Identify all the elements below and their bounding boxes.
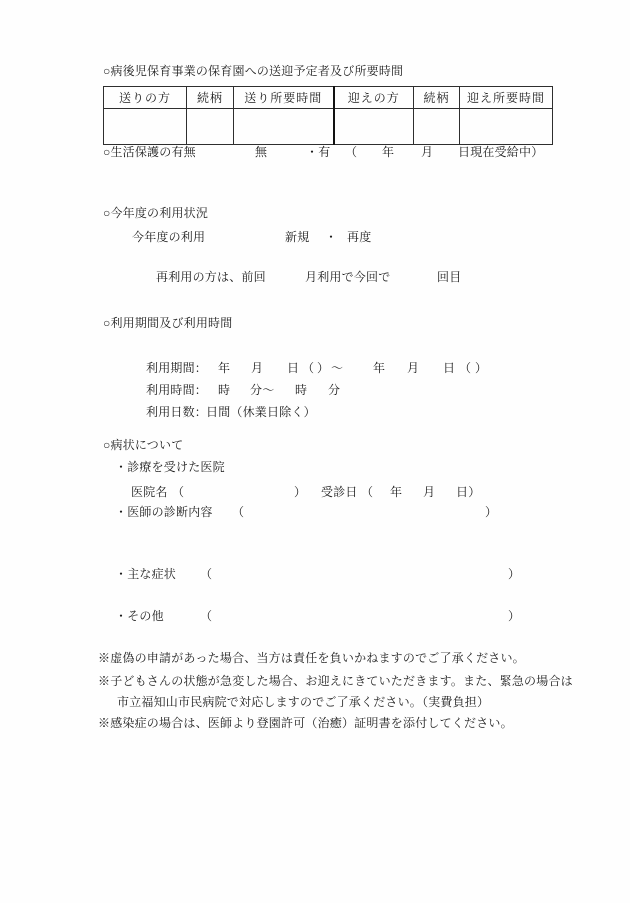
visit-paren-open: （	[361, 485, 374, 499]
cell-relation-pick	[414, 109, 460, 145]
clinic-name-paren-close: ）	[294, 485, 307, 499]
transport-table-entry-row	[104, 109, 553, 145]
range-day-2: 日	[443, 361, 456, 375]
header-picker: 迎えの方	[334, 87, 414, 109]
welfare-month-label: 月	[421, 145, 434, 159]
cell-send-time	[234, 109, 334, 145]
visit-year-label: 年	[390, 485, 403, 499]
welfare-option-none: 無	[255, 145, 268, 159]
cell-sender	[104, 109, 187, 145]
visit-date-label: 受診日	[321, 485, 358, 499]
cell-pick-time	[460, 109, 553, 145]
range-paren-close-1: ）	[317, 361, 330, 375]
usage-option-repeat: 再度	[347, 230, 372, 244]
clinic-name-paren-open: （	[172, 485, 185, 499]
usage-reuse-mid: 月利用で今回で	[305, 270, 391, 284]
range-month-2: 月	[407, 361, 420, 375]
time-minute-tilde: 分～	[250, 383, 275, 397]
range-year-2: 年	[373, 361, 386, 375]
range-year-1: 年	[218, 361, 231, 375]
header-send-time: 送り所要時間	[234, 87, 334, 109]
symptoms-label: ・主な症状	[115, 567, 177, 581]
range-paren-open-1: （	[302, 361, 315, 375]
period-time-label: 利用時間：	[146, 383, 208, 397]
diagnosis-paren-close: ）	[485, 505, 498, 519]
range-paren-close-2: ）	[475, 361, 488, 375]
other-paren-open: （	[200, 609, 213, 623]
time-hour-2: 時	[295, 383, 308, 397]
time-hour-1: 時	[218, 383, 231, 397]
period-range-label: 利用期間：	[146, 361, 208, 375]
usage-reuse-prefix: 再利用の方は、前回	[156, 270, 266, 284]
visit-month-label: 月	[423, 485, 436, 499]
diagnosis-paren-open: （	[232, 505, 245, 519]
transport-table	[103, 86, 553, 145]
header-sender: 送りの方	[104, 87, 187, 109]
other-label: ・その他	[115, 609, 164, 623]
diagnosis-label: ・医師の診断内容	[115, 505, 213, 519]
welfare-paren-open: （	[345, 145, 358, 159]
other-paren-close: ）	[508, 609, 521, 623]
range-tilde: ～	[331, 361, 344, 375]
transport-table-header-row	[104, 87, 553, 109]
symptoms-paren-open: （	[200, 567, 213, 581]
condition-heading: ○病状について	[103, 438, 184, 452]
usage-option-separator: ・	[325, 230, 338, 244]
usage-option-new: 新規	[285, 230, 310, 244]
range-day-1: 日	[287, 361, 300, 375]
visit-day-close: 日）	[456, 485, 481, 499]
usage-heading: ○今年度の利用状況	[103, 206, 209, 220]
note-infection-certificate: ※感染症の場合は、医師より登園許可（治癒）証明書を添付してください。	[98, 716, 513, 730]
welfare-receiving-tail: 日現在受給中）	[458, 145, 544, 159]
cell-picker	[334, 109, 414, 145]
transport-heading: ○病後児保育事業の保育園への送迎予定者及び所要時間	[103, 64, 404, 78]
range-paren-open-2: （	[459, 361, 472, 375]
note-sudden-change: ※子どもさんの状態が急変した場合、お迎えにきていただきます。また、緊急の場合は	[98, 674, 573, 688]
time-minute-2: 分	[328, 383, 341, 397]
period-heading: ○利用期間及び利用時間	[103, 316, 233, 330]
period-days-label: 利用日数：	[146, 405, 208, 419]
range-month-1: 月	[251, 361, 264, 375]
note-false-application: ※虚偽の申請があった場合、当方は責任を負いかねますのでご了承ください。	[98, 651, 525, 665]
period-days-value: 日間（休業日除く）	[206, 405, 316, 419]
usage-label: 今年度の利用	[132, 230, 206, 244]
header-pick-time: 迎え所要時間	[460, 87, 553, 109]
clinic-name-label: 医院名	[131, 485, 168, 499]
symptoms-paren-close: ）	[508, 567, 521, 581]
note-hospital-continuation: 市立福知山市民病院で対応しますのでご了承ください。（実費負担）	[117, 695, 490, 709]
welfare-year-label: 年	[382, 145, 395, 159]
welfare-label: ○生活保護の有無	[103, 145, 196, 159]
header-relation-send: 続柄	[187, 87, 234, 109]
cell-relation-send	[187, 109, 234, 145]
welfare-option-have: ・有	[306, 145, 331, 159]
usage-reuse-suffix: 回目	[437, 270, 462, 284]
header-relation-pick: 続柄	[414, 87, 460, 109]
condition-clinic-line: ・診療を受けた医院	[115, 460, 225, 474]
